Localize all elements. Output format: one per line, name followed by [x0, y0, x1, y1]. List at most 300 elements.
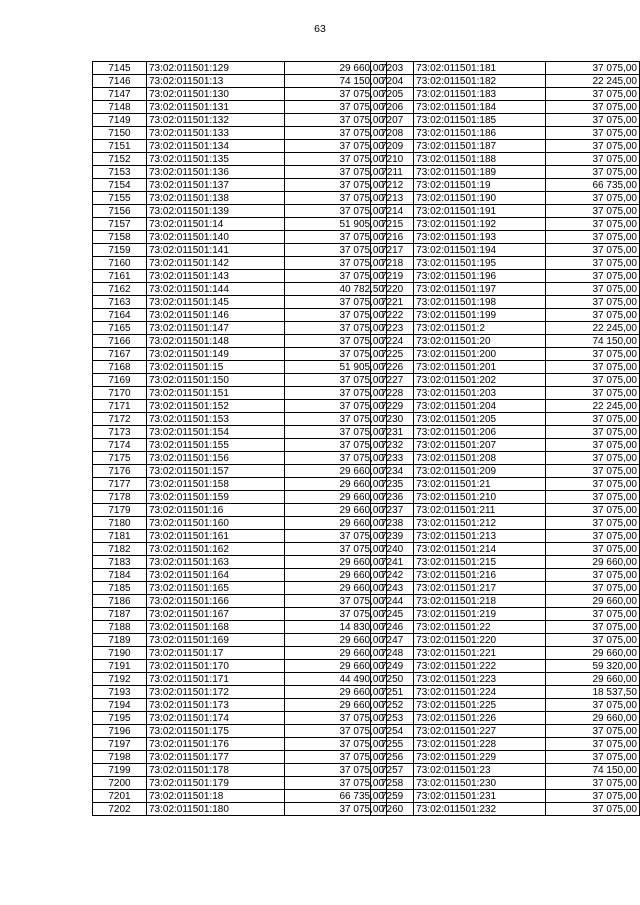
row-number: 7190 [93, 647, 147, 660]
cadastral-number: 73:02:011501:14 [147, 218, 285, 231]
cadastral-number: 73:02:011501:218 [414, 595, 546, 608]
table-row [371, 790, 640, 803]
amount-value: 74 150,00 [545, 764, 639, 777]
table-row [93, 530, 387, 543]
row-number: 7166 [93, 335, 147, 348]
table-row [371, 361, 640, 374]
table-row [371, 192, 640, 205]
amount-value: 74 150,00 [545, 335, 639, 348]
table-row [93, 738, 387, 751]
amount-value: 29 660,00 [285, 504, 387, 517]
row-number: 7206 [371, 101, 414, 114]
amount-value: 37 075,00 [285, 608, 387, 621]
row-number: 7222 [371, 309, 414, 322]
row-number: 7189 [93, 634, 147, 647]
table-row [93, 803, 387, 816]
table-row [371, 257, 640, 270]
table-row [371, 309, 640, 322]
row-number: 7183 [93, 556, 147, 569]
cadastral-number: 73:02:011501:210 [414, 491, 546, 504]
table-row [371, 777, 640, 790]
row-number: 7173 [93, 426, 147, 439]
row-number: 7231 [371, 426, 414, 439]
row-number: 7255 [371, 738, 414, 751]
amount-value: 37 075,00 [545, 387, 639, 400]
amount-value: 37 075,00 [285, 530, 387, 543]
table-row [93, 244, 387, 257]
cadastral-number: 73:02:011501:178 [147, 764, 285, 777]
row-number: 7244 [371, 595, 414, 608]
cadastral-number: 73:02:011501:169 [147, 634, 285, 647]
amount-value: 37 075,00 [285, 725, 387, 738]
cadastral-number: 73:02:011501:200 [414, 348, 546, 361]
row-number: 7197 [93, 738, 147, 751]
table-row [93, 647, 387, 660]
cadastral-number: 73:02:011501:227 [414, 725, 546, 738]
amount-value: 18 537,50 [545, 686, 639, 699]
amount-value: 66 735,00 [285, 790, 387, 803]
cadastral-number: 73:02:011501:23 [414, 764, 546, 777]
amount-value: 29 660,00 [545, 647, 639, 660]
cadastral-number: 73:02:011501:198 [414, 296, 546, 309]
table-row [93, 465, 387, 478]
cadastral-number: 73:02:011501:144 [147, 283, 285, 296]
amount-value: 37 075,00 [545, 738, 639, 751]
row-number: 7208 [371, 127, 414, 140]
row-number: 7151 [93, 140, 147, 153]
cadastral-number: 73:02:011501:160 [147, 517, 285, 530]
row-number: 7245 [371, 608, 414, 621]
table-row [93, 491, 387, 504]
table-row [93, 777, 387, 790]
table-row [93, 413, 387, 426]
table-row [93, 62, 387, 75]
table-row [93, 673, 387, 686]
cadastral-number: 73:02:011501:129 [147, 62, 285, 75]
cadastral-number: 73:02:011501:153 [147, 413, 285, 426]
row-number: 7178 [93, 491, 147, 504]
amount-value: 37 075,00 [545, 569, 639, 582]
amount-value: 29 660,00 [285, 517, 387, 530]
amount-value: 37 075,00 [545, 205, 639, 218]
table-row [93, 322, 387, 335]
amount-value: 37 075,00 [285, 335, 387, 348]
cadastral-number: 73:02:011501:173 [147, 699, 285, 712]
row-number: 7163 [93, 296, 147, 309]
row-number: 7213 [371, 192, 414, 205]
amount-value: 37 075,00 [285, 88, 387, 101]
amount-value: 37 075,00 [545, 803, 639, 816]
cadastral-number: 73:02:011501:215 [414, 556, 546, 569]
row-number: 7150 [93, 127, 147, 140]
cadastral-number: 73:02:011501:145 [147, 296, 285, 309]
table-row [93, 595, 387, 608]
row-number: 7235 [371, 478, 414, 491]
row-number: 7211 [371, 166, 414, 179]
amount-value: 37 075,00 [545, 231, 639, 244]
row-number: 7160 [93, 257, 147, 270]
amount-value: 37 075,00 [285, 413, 387, 426]
cadastral-number: 73:02:011501:167 [147, 608, 285, 621]
cadastral-number: 73:02:011501:207 [414, 439, 546, 452]
row-number: 7201 [93, 790, 147, 803]
amount-value: 37 075,00 [545, 634, 639, 647]
table-row [371, 296, 640, 309]
cadastral-number: 73:02:011501:204 [414, 400, 546, 413]
row-number: 7170 [93, 387, 147, 400]
table-row [371, 114, 640, 127]
amount-value: 37 075,00 [285, 309, 387, 322]
cadastral-number: 73:02:011501:205 [414, 413, 546, 426]
amount-value: 37 075,00 [285, 127, 387, 140]
row-number: 7260 [371, 803, 414, 816]
table-row [93, 75, 387, 88]
cadastral-number: 73:02:011501:211 [414, 504, 546, 517]
table-row [93, 712, 387, 725]
row-number: 7147 [93, 88, 147, 101]
amount-value: 37 075,00 [285, 452, 387, 465]
cadastral-number: 73:02:011501:147 [147, 322, 285, 335]
amount-value: 37 075,00 [545, 725, 639, 738]
cadastral-number: 73:02:011501:137 [147, 179, 285, 192]
cadastral-number: 73:02:011501:220 [414, 634, 546, 647]
amount-value: 22 245,00 [545, 322, 639, 335]
table-row [93, 400, 387, 413]
amount-value: 29 660,00 [285, 478, 387, 491]
cadastral-number: 73:02:011501:172 [147, 686, 285, 699]
cadastral-number: 73:02:011501:193 [414, 231, 546, 244]
cadastral-number: 73:02:011501:214 [414, 543, 546, 556]
cadastral-number: 73:02:011501:135 [147, 153, 285, 166]
table-row [371, 673, 640, 686]
cadastral-number: 73:02:011501:166 [147, 595, 285, 608]
cadastral-number: 73:02:011501:177 [147, 751, 285, 764]
table-row [371, 348, 640, 361]
table-row [93, 790, 387, 803]
amount-value: 37 075,00 [285, 205, 387, 218]
row-number: 7243 [371, 582, 414, 595]
row-number: 7205 [371, 88, 414, 101]
table-row [93, 660, 387, 673]
cadastral-number: 73:02:011501:151 [147, 387, 285, 400]
cadastral-number: 73:02:011501:231 [414, 790, 546, 803]
amount-value: 29 660,00 [285, 647, 387, 660]
amount-value: 37 075,00 [545, 270, 639, 283]
row-number: 7181 [93, 530, 147, 543]
table-row [93, 478, 387, 491]
cadastral-number: 73:02:011501:158 [147, 478, 285, 491]
amount-value: 37 075,00 [285, 374, 387, 387]
table-row [371, 140, 640, 153]
row-number: 7248 [371, 647, 414, 660]
table-row [93, 699, 387, 712]
amount-value: 37 075,00 [545, 244, 639, 257]
table-row [371, 101, 640, 114]
cadastral-number: 73:02:011501:175 [147, 725, 285, 738]
row-number: 7177 [93, 478, 147, 491]
amount-value: 37 075,00 [545, 608, 639, 621]
row-number: 7195 [93, 712, 147, 725]
amount-value: 37 075,00 [285, 140, 387, 153]
amount-value: 37 075,00 [545, 530, 639, 543]
cadastral-number: 73:02:011501:130 [147, 88, 285, 101]
cadastral-number: 73:02:011501:206 [414, 426, 546, 439]
row-number: 7187 [93, 608, 147, 621]
amount-value: 37 075,00 [545, 413, 639, 426]
cadastral-number: 73:02:011501:171 [147, 673, 285, 686]
row-number: 7154 [93, 179, 147, 192]
table-row [93, 218, 387, 231]
row-number: 7252 [371, 699, 414, 712]
row-number: 7223 [371, 322, 414, 335]
table-row [93, 140, 387, 153]
cadastral-number: 73:02:011501:155 [147, 439, 285, 452]
cadastral-number: 73:02:011501:230 [414, 777, 546, 790]
row-number: 7225 [371, 348, 414, 361]
cadastral-number: 73:02:011501:136 [147, 166, 285, 179]
amount-value: 37 075,00 [545, 361, 639, 374]
cadastral-number: 73:02:011501:170 [147, 660, 285, 673]
row-number: 7232 [371, 439, 414, 452]
table-row [93, 634, 387, 647]
amount-value: 37 075,00 [285, 777, 387, 790]
row-number: 7185 [93, 582, 147, 595]
row-number: 7167 [93, 348, 147, 361]
cadastral-number: 73:02:011501:216 [414, 569, 546, 582]
amount-value: 37 075,00 [285, 803, 387, 816]
amount-value: 37 075,00 [285, 114, 387, 127]
table-row [371, 166, 640, 179]
row-number: 7233 [371, 452, 414, 465]
amount-value: 37 075,00 [545, 777, 639, 790]
table-row [93, 192, 387, 205]
cadastral-number: 73:02:011501:16 [147, 504, 285, 517]
table-row [93, 309, 387, 322]
amount-value: 37 075,00 [545, 114, 639, 127]
row-number: 7184 [93, 569, 147, 582]
table-row [93, 114, 387, 127]
row-number: 7217 [371, 244, 414, 257]
amount-value: 37 075,00 [285, 439, 387, 452]
cadastral-number: 73:02:011501:165 [147, 582, 285, 595]
cadastral-number: 73:02:011501:138 [147, 192, 285, 205]
row-number: 7165 [93, 322, 147, 335]
table-row [371, 88, 640, 101]
amount-value: 51 905,00 [285, 218, 387, 231]
cadastral-number: 73:02:011501:174 [147, 712, 285, 725]
row-number: 7230 [371, 413, 414, 426]
table-row [371, 725, 640, 738]
cadastral-number: 73:02:011501:142 [147, 257, 285, 270]
amount-value: 29 660,00 [545, 673, 639, 686]
table-row [93, 361, 387, 374]
table-row [93, 179, 387, 192]
cadastral-number: 73:02:011501:164 [147, 569, 285, 582]
amount-value: 29 660,00 [285, 634, 387, 647]
row-number: 7240 [371, 543, 414, 556]
cadastral-number: 73:02:011501:141 [147, 244, 285, 257]
amount-value: 44 490,00 [285, 673, 387, 686]
table-row [371, 478, 640, 491]
cadastral-number: 73:02:011501:195 [414, 257, 546, 270]
table-row [371, 621, 640, 634]
row-number: 7155 [93, 192, 147, 205]
row-number: 7196 [93, 725, 147, 738]
amount-value: 37 075,00 [545, 348, 639, 361]
amount-value: 29 660,00 [285, 491, 387, 504]
amount-value: 37 075,00 [545, 439, 639, 452]
row-number: 7220 [371, 283, 414, 296]
cadastral-number: 73:02:011501:199 [414, 309, 546, 322]
amount-value: 29 660,00 [545, 556, 639, 569]
amount-value: 37 075,00 [545, 127, 639, 140]
amount-value: 37 075,00 [545, 257, 639, 270]
cadastral-number: 73:02:011501:187 [414, 140, 546, 153]
table-row [93, 764, 387, 777]
table-row [93, 88, 387, 101]
amount-value: 37 075,00 [545, 166, 639, 179]
cadastral-number: 73:02:011501:225 [414, 699, 546, 712]
cadastral-number: 73:02:011501:21 [414, 478, 546, 491]
table-row [371, 764, 640, 777]
cadastral-number: 73:02:011501:194 [414, 244, 546, 257]
amount-value: 29 660,00 [285, 582, 387, 595]
table-row [371, 608, 640, 621]
table-row [371, 634, 640, 647]
row-number: 7237 [371, 504, 414, 517]
cadastral-number: 73:02:011501:156 [147, 452, 285, 465]
cadastral-number: 73:02:011501:223 [414, 673, 546, 686]
row-number: 7191 [93, 660, 147, 673]
cadastral-number: 73:02:011501:186 [414, 127, 546, 140]
amount-value: 37 075,00 [545, 88, 639, 101]
amount-value: 29 660,00 [545, 712, 639, 725]
table-row [371, 231, 640, 244]
row-number: 7169 [93, 374, 147, 387]
row-number: 7250 [371, 673, 414, 686]
cadastral-number: 73:02:011501:146 [147, 309, 285, 322]
row-number: 7257 [371, 764, 414, 777]
cadastral-number: 73:02:011501:203 [414, 387, 546, 400]
cadastral-number: 73:02:011501:185 [414, 114, 546, 127]
cadastral-number: 73:02:011501:176 [147, 738, 285, 751]
table-row [93, 426, 387, 439]
amount-value: 37 075,00 [545, 491, 639, 504]
amount-value: 66 735,00 [545, 179, 639, 192]
amount-value: 37 075,00 [545, 101, 639, 114]
amount-value: 37 075,00 [285, 192, 387, 205]
amount-value: 37 075,00 [545, 751, 639, 764]
cadastral-number: 73:02:011501:168 [147, 621, 285, 634]
table-row [93, 205, 387, 218]
amount-value: 37 075,00 [285, 348, 387, 361]
table-row [371, 738, 640, 751]
row-number: 7236 [371, 491, 414, 504]
row-number: 7218 [371, 257, 414, 270]
cadastral-number: 73:02:011501:181 [414, 62, 546, 75]
cadastral-number: 73:02:011501:208 [414, 452, 546, 465]
amount-value: 37 075,00 [285, 153, 387, 166]
amount-value: 37 075,00 [545, 296, 639, 309]
row-number: 7149 [93, 114, 147, 127]
table-row [93, 257, 387, 270]
amount-value: 37 075,00 [545, 504, 639, 517]
register-table-right [370, 61, 640, 816]
row-number: 7258 [371, 777, 414, 790]
row-number: 7179 [93, 504, 147, 517]
amount-value: 40 782,50 [285, 283, 387, 296]
row-number: 7202 [93, 803, 147, 816]
amount-value: 37 075,00 [285, 179, 387, 192]
cadastral-number: 73:02:011501:17 [147, 647, 285, 660]
table-row [371, 127, 640, 140]
cadastral-number: 73:02:011501:157 [147, 465, 285, 478]
table-row [371, 387, 640, 400]
amount-value: 37 075,00 [285, 257, 387, 270]
register-table-left [92, 61, 387, 816]
table-row [93, 127, 387, 140]
cadastral-number: 73:02:011501:201 [414, 361, 546, 374]
table-row [371, 712, 640, 725]
cadastral-number: 73:02:011501:229 [414, 751, 546, 764]
cadastral-number: 73:02:011501:213 [414, 530, 546, 543]
row-number: 7207 [371, 114, 414, 127]
cadastral-number: 73:02:011501:139 [147, 205, 285, 218]
amount-value: 22 245,00 [545, 75, 639, 88]
row-number: 7242 [371, 569, 414, 582]
table-row [93, 569, 387, 582]
row-number: 7192 [93, 673, 147, 686]
amount-value: 37 075,00 [545, 517, 639, 530]
table-row [93, 543, 387, 556]
cadastral-number: 73:02:011501:149 [147, 348, 285, 361]
row-number: 7215 [371, 218, 414, 231]
amount-value: 37 075,00 [285, 322, 387, 335]
amount-value: 37 075,00 [545, 543, 639, 556]
cadastral-number: 73:02:011501:202 [414, 374, 546, 387]
row-number: 7158 [93, 231, 147, 244]
cadastral-number: 73:02:011501:212 [414, 517, 546, 530]
row-number: 7239 [371, 530, 414, 543]
amount-value: 37 075,00 [545, 582, 639, 595]
table-row [371, 582, 640, 595]
table-row [371, 491, 640, 504]
row-number: 7249 [371, 660, 414, 673]
amount-value: 37 075,00 [545, 218, 639, 231]
cadastral-number: 73:02:011501:197 [414, 283, 546, 296]
row-number: 7156 [93, 205, 147, 218]
table-row [93, 283, 387, 296]
amount-value: 37 075,00 [285, 270, 387, 283]
cadastral-number: 73:02:011501:2 [414, 322, 546, 335]
cadastral-number: 73:02:011501:196 [414, 270, 546, 283]
row-number: 7188 [93, 621, 147, 634]
amount-value: 37 075,00 [285, 296, 387, 309]
cadastral-number: 73:02:011501:221 [414, 647, 546, 660]
row-number: 7241 [371, 556, 414, 569]
row-number: 7182 [93, 543, 147, 556]
row-number: 7162 [93, 283, 147, 296]
cadastral-number: 73:02:011501:148 [147, 335, 285, 348]
amount-value: 29 660,00 [285, 569, 387, 582]
row-number: 7247 [371, 634, 414, 647]
cadastral-number: 73:02:011501:190 [414, 192, 546, 205]
cadastral-number: 73:02:011501:154 [147, 426, 285, 439]
row-number: 7152 [93, 153, 147, 166]
table-row [371, 530, 640, 543]
table-row [371, 244, 640, 257]
table-row [371, 504, 640, 517]
